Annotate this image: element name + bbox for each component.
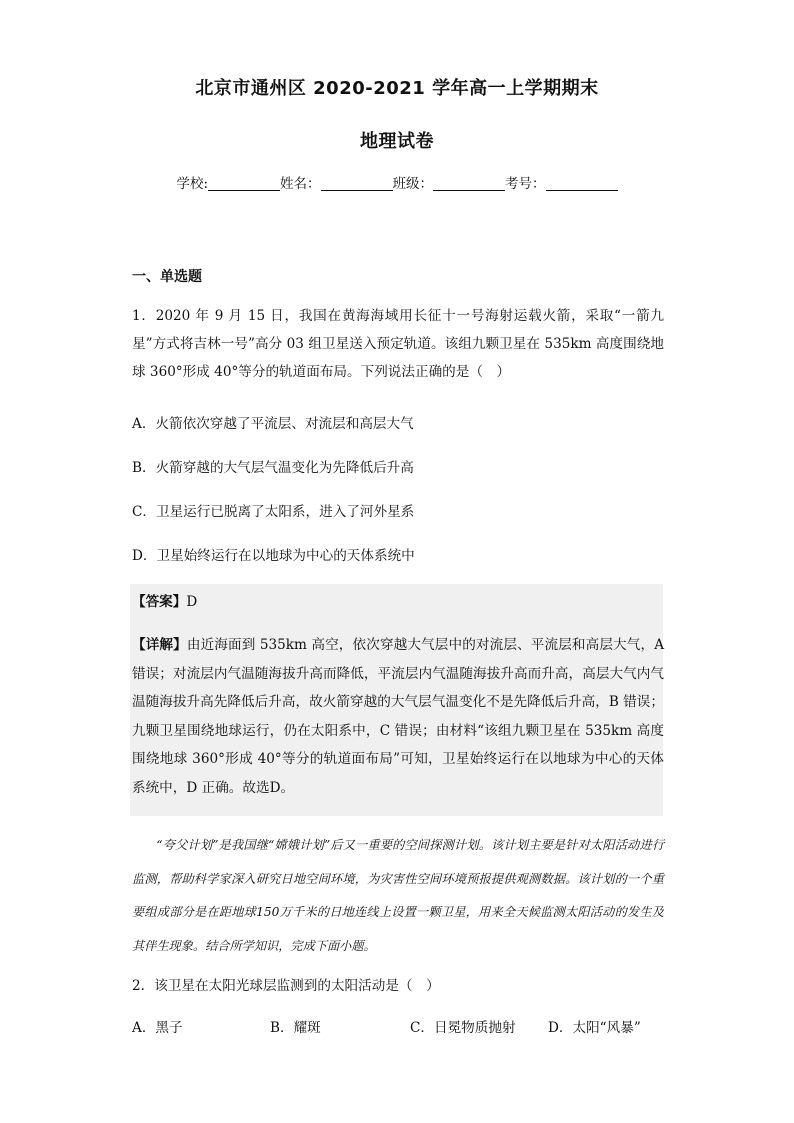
detail-label: 【详解】 [132,637,187,653]
detail-text: 由近海面到 535km 高空，依次穿越大气层中的对流层、平流层和高层大气，A 错误；对流层内气温随海拔升高而降低，平流层内气温随海拔升高而升高，高层大气内气温随海拔升高先降低后升高，故火箭穿越的大气层气温变化不是先降低后升高，B 错误；九颗卫星围绕地球运行，仍在太阳系中，C 错误；由材料“该组九颗卫星在 535km 高度围绕地球 360°形成 40°等分的轨道面布局”可知，卫星始终运行在以地球为中心的天体系统中，D 正确。故选D。 [132,637,665,796]
material-text: “夸父计划”是我国继“嫦娥计划”后又一重要的空间探测计划。该计划主要是针对太阳活动进行监测，帮助科学家深入研究日地空间环境，为灾害性空间环境预报提供观测数据。该计划的一个重要组成部分是在距地球150万千米的日地连线上设置一颗卫星，用来全天候监测太阳活动的发生及其伴生现象。结合所学知识，完成下面小题。 [132,838,664,953]
question-2-stem: 2．该卫星在太阳光球层监测到的太阳活动是（ ） [132,978,440,994]
exam-no-blank[interactable] [546,176,618,191]
question-1-stem: 1．2020 年 9 月 15 日，我国在黄海海域用长征十一号海射运载火箭，采取“一箭九星”方式将吉林一号”高分 03 组卫星送入预定轨道。该组九颗卫星在 535km 高度围绕地球 360°形成 40°等分的轨道面布局。下列说法正确的是（ ） [132,308,664,380]
answer-line [132,590,197,610]
question-1-option-a: A．火箭依次穿越了平流层、对流层和高层大气 [132,416,414,432]
exam-title: 北京市通州区 2020-2021 学年高一上学期期末 [195,78,599,99]
question-2-option-b: B．耀斑 [270,1020,321,1036]
question-1-option-b: B．火箭穿越的大气层气温变化为先降低后升高 [132,460,414,476]
school-label: 学校: [176,176,209,192]
question-2-option-a: A．黑子 [132,1020,183,1036]
student-info-line [0,172,794,192]
question-2-option-c: C．日冕物质抛射 [410,1020,516,1036]
detail-paragraph [132,631,664,802]
question-1-option-d: D．卫星始终运行在以地球为中心的天体系统中 [132,548,415,564]
exam-no-label: 考号： [505,176,546,192]
class-label: 班级： [392,176,434,192]
material-paragraph [132,829,664,963]
exam-subject: 地理试卷 [360,131,434,152]
section-title: 一、单选题 [132,269,202,285]
answer-label: 【答案】 [132,594,187,610]
answer-value: D [186,594,198,610]
class-blank[interactable] [433,176,505,191]
name-label: 姓名： [280,176,321,192]
question-1-option-c: C．卫星运行已脱离了太阳系，进入了河外星系 [132,504,415,520]
question-2-option-d: D．太阳“风暴” [548,1020,641,1036]
name-blank[interactable] [321,176,393,191]
school-blank[interactable] [208,176,280,191]
